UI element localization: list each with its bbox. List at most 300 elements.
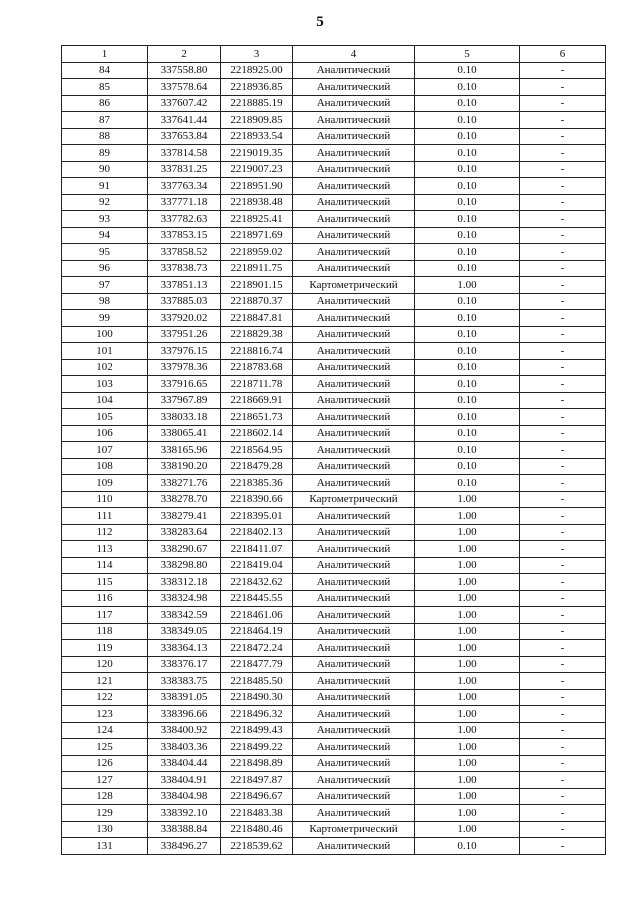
table-row — [62, 541, 606, 558]
x-coordinate-cell: 338391.05 — [148, 689, 221, 706]
accuracy-cell: 1.00 — [415, 623, 520, 640]
accuracy-cell: 0.10 — [415, 244, 520, 261]
point-number-cell: 128 — [62, 788, 148, 805]
point-number-cell: 121 — [62, 673, 148, 690]
note-cell: - — [520, 161, 606, 178]
table-row — [62, 392, 606, 409]
method-cell: Аналитический — [293, 805, 415, 822]
accuracy-cell: 0.10 — [415, 376, 520, 393]
accuracy-cell: 1.00 — [415, 524, 520, 541]
point-number-cell: 123 — [62, 706, 148, 723]
note-cell: - — [520, 260, 606, 277]
accuracy-cell: 1.00 — [415, 772, 520, 789]
point-number-cell: 119 — [62, 640, 148, 657]
x-coordinate-cell: 337967.89 — [148, 392, 221, 409]
point-number-cell: 115 — [62, 574, 148, 591]
method-cell: Аналитический — [293, 689, 415, 706]
accuracy-cell: 0.10 — [415, 442, 520, 459]
table-row — [62, 442, 606, 459]
x-coordinate-cell: 337851.13 — [148, 277, 221, 294]
x-coordinate-cell: 338376.17 — [148, 656, 221, 673]
point-number-cell: 110 — [62, 491, 148, 508]
x-coordinate-cell: 338496.27 — [148, 838, 221, 855]
x-coordinate-cell: 338392.10 — [148, 805, 221, 822]
note-cell: - — [520, 541, 606, 558]
accuracy-cell: 1.00 — [415, 805, 520, 822]
note-cell: - — [520, 755, 606, 772]
note-cell: - — [520, 574, 606, 591]
method-cell: Аналитический — [293, 194, 415, 211]
method-cell: Аналитический — [293, 590, 415, 607]
table-row — [62, 161, 606, 178]
method-cell: Картометрический — [293, 491, 415, 508]
x-coordinate-cell: 337607.42 — [148, 95, 221, 112]
note-cell: - — [520, 79, 606, 96]
x-coordinate-cell: 337920.02 — [148, 310, 221, 327]
point-number-cell: 118 — [62, 623, 148, 640]
column-header: 2 — [148, 46, 221, 63]
point-number-cell: 97 — [62, 277, 148, 294]
note-cell: - — [520, 739, 606, 756]
method-cell: Аналитический — [293, 145, 415, 162]
x-coordinate-cell: 338404.98 — [148, 788, 221, 805]
y-coordinate-cell: 2218925.41 — [221, 211, 293, 228]
table-row — [62, 739, 606, 756]
method-cell: Аналитический — [293, 623, 415, 640]
method-cell: Картометрический — [293, 277, 415, 294]
y-coordinate-cell: 2218498.89 — [221, 755, 293, 772]
y-coordinate-cell: 2218829.38 — [221, 326, 293, 343]
method-cell: Аналитический — [293, 706, 415, 723]
accuracy-cell: 0.10 — [415, 62, 520, 79]
accuracy-cell: 1.00 — [415, 277, 520, 294]
y-coordinate-cell: 2218783.68 — [221, 359, 293, 376]
accuracy-cell: 0.10 — [415, 227, 520, 244]
x-coordinate-cell: 338033.18 — [148, 409, 221, 426]
method-cell: Аналитический — [293, 62, 415, 79]
y-coordinate-cell: 2218497.87 — [221, 772, 293, 789]
point-number-cell: 99 — [62, 310, 148, 327]
x-coordinate-cell: 338278.70 — [148, 491, 221, 508]
method-cell: Аналитический — [293, 392, 415, 409]
method-cell: Аналитический — [293, 524, 415, 541]
x-coordinate-cell: 338065.41 — [148, 425, 221, 442]
accuracy-cell: 0.10 — [415, 310, 520, 327]
y-coordinate-cell: 2218602.14 — [221, 425, 293, 442]
note-cell: - — [520, 475, 606, 492]
method-cell: Аналитический — [293, 508, 415, 525]
x-coordinate-cell: 338403.36 — [148, 739, 221, 756]
x-coordinate-cell: 337858.52 — [148, 244, 221, 261]
y-coordinate-cell: 2218419.04 — [221, 557, 293, 574]
accuracy-cell: 0.10 — [415, 293, 520, 310]
x-coordinate-cell: 338190.20 — [148, 458, 221, 475]
method-cell: Аналитический — [293, 574, 415, 591]
accuracy-cell: 0.10 — [415, 425, 520, 442]
note-cell: - — [520, 425, 606, 442]
accuracy-cell: 0.10 — [415, 359, 520, 376]
table-row — [62, 277, 606, 294]
table-row — [62, 79, 606, 96]
point-number-cell: 89 — [62, 145, 148, 162]
column-header: 5 — [415, 46, 520, 63]
column-header: 1 — [62, 46, 148, 63]
method-cell: Аналитический — [293, 425, 415, 442]
y-coordinate-cell: 2218499.22 — [221, 739, 293, 756]
point-number-cell: 86 — [62, 95, 148, 112]
table-row — [62, 722, 606, 739]
accuracy-cell: 0.10 — [415, 260, 520, 277]
method-cell: Аналитический — [293, 178, 415, 195]
note-cell: - — [520, 590, 606, 607]
point-number-cell: 94 — [62, 227, 148, 244]
note-cell: - — [520, 805, 606, 822]
y-coordinate-cell: 2218483.38 — [221, 805, 293, 822]
x-coordinate-cell: 337976.15 — [148, 343, 221, 360]
accuracy-cell: 0.10 — [415, 95, 520, 112]
note-cell: - — [520, 623, 606, 640]
note-cell: - — [520, 640, 606, 657]
note-cell: - — [520, 326, 606, 343]
table-row — [62, 524, 606, 541]
y-coordinate-cell: 2218395.01 — [221, 508, 293, 525]
table-row — [62, 112, 606, 129]
x-coordinate-cell: 337558.80 — [148, 62, 221, 79]
y-coordinate-cell: 2218385.36 — [221, 475, 293, 492]
point-number-cell: 92 — [62, 194, 148, 211]
accuracy-cell: 0.10 — [415, 326, 520, 343]
y-coordinate-cell: 2218971.69 — [221, 227, 293, 244]
y-coordinate-cell: 2218669.91 — [221, 392, 293, 409]
x-coordinate-cell: 337978.36 — [148, 359, 221, 376]
accuracy-cell: 1.00 — [415, 590, 520, 607]
y-coordinate-cell: 2218390.66 — [221, 491, 293, 508]
table-row — [62, 128, 606, 145]
accuracy-cell: 1.00 — [415, 574, 520, 591]
y-coordinate-cell: 2218411.07 — [221, 541, 293, 558]
method-cell: Аналитический — [293, 739, 415, 756]
y-coordinate-cell: 2218925.00 — [221, 62, 293, 79]
point-number-cell: 111 — [62, 508, 148, 525]
method-cell: Аналитический — [293, 755, 415, 772]
x-coordinate-cell: 338312.18 — [148, 574, 221, 591]
x-coordinate-cell: 337763.34 — [148, 178, 221, 195]
table-row — [62, 821, 606, 838]
table-row — [62, 805, 606, 822]
point-number-cell: 112 — [62, 524, 148, 541]
y-coordinate-cell: 2218847.81 — [221, 310, 293, 327]
x-coordinate-cell: 338283.64 — [148, 524, 221, 541]
point-number-cell: 104 — [62, 392, 148, 409]
table-header-row — [62, 46, 606, 63]
y-coordinate-cell: 2218936.85 — [221, 79, 293, 96]
note-cell: - — [520, 211, 606, 228]
x-coordinate-cell: 338298.80 — [148, 557, 221, 574]
column-header: 6 — [520, 46, 606, 63]
accuracy-cell: 1.00 — [415, 607, 520, 624]
table-row — [62, 557, 606, 574]
method-cell: Аналитический — [293, 475, 415, 492]
y-coordinate-cell: 2218539.62 — [221, 838, 293, 855]
table-row — [62, 508, 606, 525]
note-cell: - — [520, 409, 606, 426]
point-number-cell: 85 — [62, 79, 148, 96]
note-cell: - — [520, 689, 606, 706]
note-cell: - — [520, 359, 606, 376]
point-number-cell: 93 — [62, 211, 148, 228]
table-row — [62, 673, 606, 690]
x-coordinate-cell: 337916.65 — [148, 376, 221, 393]
table-row — [62, 310, 606, 327]
note-cell: - — [520, 821, 606, 838]
note-cell: - — [520, 194, 606, 211]
table-row — [62, 458, 606, 475]
accuracy-cell: 0.10 — [415, 458, 520, 475]
table-row — [62, 343, 606, 360]
table-body — [62, 62, 606, 854]
note-cell: - — [520, 557, 606, 574]
note-cell: - — [520, 343, 606, 360]
y-coordinate-cell: 2218564.95 — [221, 442, 293, 459]
y-coordinate-cell: 2218885.19 — [221, 95, 293, 112]
note-cell: - — [520, 772, 606, 789]
point-number-cell: 113 — [62, 541, 148, 558]
accuracy-cell: 0.10 — [415, 79, 520, 96]
table-row — [62, 293, 606, 310]
x-coordinate-cell: 337853.15 — [148, 227, 221, 244]
table-row — [62, 640, 606, 657]
note-cell: - — [520, 673, 606, 690]
accuracy-cell: 0.10 — [415, 194, 520, 211]
y-coordinate-cell: 2218938.48 — [221, 194, 293, 211]
x-coordinate-cell: 338383.75 — [148, 673, 221, 690]
point-number-cell: 95 — [62, 244, 148, 261]
y-coordinate-cell: 2218464.19 — [221, 623, 293, 640]
y-coordinate-cell: 2218477.79 — [221, 656, 293, 673]
method-cell: Аналитический — [293, 640, 415, 657]
table-row — [62, 260, 606, 277]
y-coordinate-cell: 2218816.74 — [221, 343, 293, 360]
note-cell: - — [520, 722, 606, 739]
note-cell: - — [520, 227, 606, 244]
accuracy-cell: 1.00 — [415, 689, 520, 706]
method-cell: Аналитический — [293, 227, 415, 244]
point-number-cell: 96 — [62, 260, 148, 277]
method-cell: Аналитический — [293, 359, 415, 376]
table-row — [62, 62, 606, 79]
table-row — [62, 475, 606, 492]
method-cell: Аналитический — [293, 293, 415, 310]
y-coordinate-cell: 2218901.15 — [221, 277, 293, 294]
note-cell: - — [520, 788, 606, 805]
method-cell: Аналитический — [293, 788, 415, 805]
note-cell: - — [520, 392, 606, 409]
accuracy-cell: 1.00 — [415, 673, 520, 690]
point-number-cell: 129 — [62, 805, 148, 822]
y-coordinate-cell: 2218490.30 — [221, 689, 293, 706]
x-coordinate-cell: 338349.05 — [148, 623, 221, 640]
x-coordinate-cell: 338364.13 — [148, 640, 221, 657]
x-coordinate-cell: 338290.67 — [148, 541, 221, 558]
method-cell: Аналитический — [293, 310, 415, 327]
method-cell: Аналитический — [293, 326, 415, 343]
x-coordinate-cell: 337653.84 — [148, 128, 221, 145]
table-row — [62, 689, 606, 706]
point-number-cell: 127 — [62, 772, 148, 789]
point-number-cell: 114 — [62, 557, 148, 574]
accuracy-cell: 1.00 — [415, 491, 520, 508]
y-coordinate-cell: 2218959.02 — [221, 244, 293, 261]
point-number-cell: 122 — [62, 689, 148, 706]
y-coordinate-cell: 2218499.43 — [221, 722, 293, 739]
note-cell: - — [520, 95, 606, 112]
note-cell: - — [520, 112, 606, 129]
table-row — [62, 607, 606, 624]
y-coordinate-cell: 2218711.78 — [221, 376, 293, 393]
y-coordinate-cell: 2218651.73 — [221, 409, 293, 426]
coordinates-table — [61, 45, 606, 855]
table-row — [62, 623, 606, 640]
y-coordinate-cell: 2218496.67 — [221, 788, 293, 805]
method-cell: Аналитический — [293, 112, 415, 129]
note-cell: - — [520, 491, 606, 508]
x-coordinate-cell: 337885.03 — [148, 293, 221, 310]
note-cell: - — [520, 838, 606, 855]
y-coordinate-cell: 2218402.13 — [221, 524, 293, 541]
y-coordinate-cell: 2218496.32 — [221, 706, 293, 723]
method-cell: Аналитический — [293, 343, 415, 360]
point-number-cell: 91 — [62, 178, 148, 195]
table-row — [62, 772, 606, 789]
point-number-cell: 120 — [62, 656, 148, 673]
accuracy-cell: 0.10 — [415, 475, 520, 492]
point-number-cell: 106 — [62, 425, 148, 442]
note-cell: - — [520, 128, 606, 145]
point-number-cell: 90 — [62, 161, 148, 178]
table-row — [62, 491, 606, 508]
x-coordinate-cell: 338400.92 — [148, 722, 221, 739]
point-number-cell: 84 — [62, 62, 148, 79]
accuracy-cell: 0.10 — [415, 145, 520, 162]
method-cell: Аналитический — [293, 458, 415, 475]
note-cell: - — [520, 458, 606, 475]
table-row — [62, 656, 606, 673]
table-row — [62, 326, 606, 343]
table-row — [62, 244, 606, 261]
x-coordinate-cell: 338388.84 — [148, 821, 221, 838]
accuracy-cell: 1.00 — [415, 640, 520, 657]
accuracy-cell: 1.00 — [415, 557, 520, 574]
x-coordinate-cell: 338279.41 — [148, 508, 221, 525]
point-number-cell: 108 — [62, 458, 148, 475]
x-coordinate-cell: 337771.18 — [148, 194, 221, 211]
accuracy-cell: 1.00 — [415, 541, 520, 558]
table-row — [62, 409, 606, 426]
y-coordinate-cell: 2219007.23 — [221, 161, 293, 178]
column-header: 4 — [293, 46, 415, 63]
x-coordinate-cell: 337831.25 — [148, 161, 221, 178]
note-cell: - — [520, 244, 606, 261]
point-number-cell: 100 — [62, 326, 148, 343]
note-cell: - — [520, 310, 606, 327]
y-coordinate-cell: 2218479.28 — [221, 458, 293, 475]
method-cell: Аналитический — [293, 95, 415, 112]
y-coordinate-cell: 2218951.90 — [221, 178, 293, 195]
accuracy-cell: 1.00 — [415, 722, 520, 739]
table-row — [62, 706, 606, 723]
point-number-cell: 116 — [62, 590, 148, 607]
accuracy-cell: 1.00 — [415, 508, 520, 525]
accuracy-cell: 0.10 — [415, 838, 520, 855]
point-number-cell: 88 — [62, 128, 148, 145]
method-cell: Аналитический — [293, 838, 415, 855]
y-coordinate-cell: 2218445.55 — [221, 590, 293, 607]
point-number-cell: 126 — [62, 755, 148, 772]
x-coordinate-cell: 337782.63 — [148, 211, 221, 228]
accuracy-cell: 1.00 — [415, 706, 520, 723]
method-cell: Аналитический — [293, 244, 415, 261]
y-coordinate-cell: 2218870.37 — [221, 293, 293, 310]
note-cell: - — [520, 524, 606, 541]
method-cell: Аналитический — [293, 260, 415, 277]
method-cell: Картометрический — [293, 821, 415, 838]
note-cell: - — [520, 656, 606, 673]
x-coordinate-cell: 338165.96 — [148, 442, 221, 459]
table-row — [62, 376, 606, 393]
point-number-cell: 101 — [62, 343, 148, 360]
point-number-cell: 124 — [62, 722, 148, 739]
table-row — [62, 425, 606, 442]
table-row — [62, 178, 606, 195]
table-row — [62, 95, 606, 112]
accuracy-cell: 0.10 — [415, 178, 520, 195]
x-coordinate-cell: 337951.26 — [148, 326, 221, 343]
table-row — [62, 145, 606, 162]
column-header: 3 — [221, 46, 293, 63]
point-number-cell: 107 — [62, 442, 148, 459]
accuracy-cell: 0.10 — [415, 211, 520, 228]
method-cell: Аналитический — [293, 607, 415, 624]
accuracy-cell: 0.10 — [415, 161, 520, 178]
table-row — [62, 755, 606, 772]
method-cell: Аналитический — [293, 442, 415, 459]
note-cell: - — [520, 293, 606, 310]
note-cell: - — [520, 442, 606, 459]
y-coordinate-cell: 2219019.35 — [221, 145, 293, 162]
method-cell: Аналитический — [293, 161, 415, 178]
note-cell: - — [520, 706, 606, 723]
point-number-cell: 131 — [62, 838, 148, 855]
note-cell: - — [520, 607, 606, 624]
table-row — [62, 590, 606, 607]
accuracy-cell: 1.00 — [415, 821, 520, 838]
table-row — [62, 227, 606, 244]
point-number-cell: 98 — [62, 293, 148, 310]
method-cell: Аналитический — [293, 409, 415, 426]
accuracy-cell: 0.10 — [415, 409, 520, 426]
accuracy-cell: 1.00 — [415, 788, 520, 805]
y-coordinate-cell: 2218472.24 — [221, 640, 293, 657]
point-number-cell: 125 — [62, 739, 148, 756]
point-number-cell: 87 — [62, 112, 148, 129]
table-row — [62, 788, 606, 805]
y-coordinate-cell: 2218461.06 — [221, 607, 293, 624]
method-cell: Аналитический — [293, 656, 415, 673]
accuracy-cell: 0.10 — [415, 112, 520, 129]
x-coordinate-cell: 338324.98 — [148, 590, 221, 607]
point-number-cell: 130 — [62, 821, 148, 838]
accuracy-cell: 1.00 — [415, 739, 520, 756]
